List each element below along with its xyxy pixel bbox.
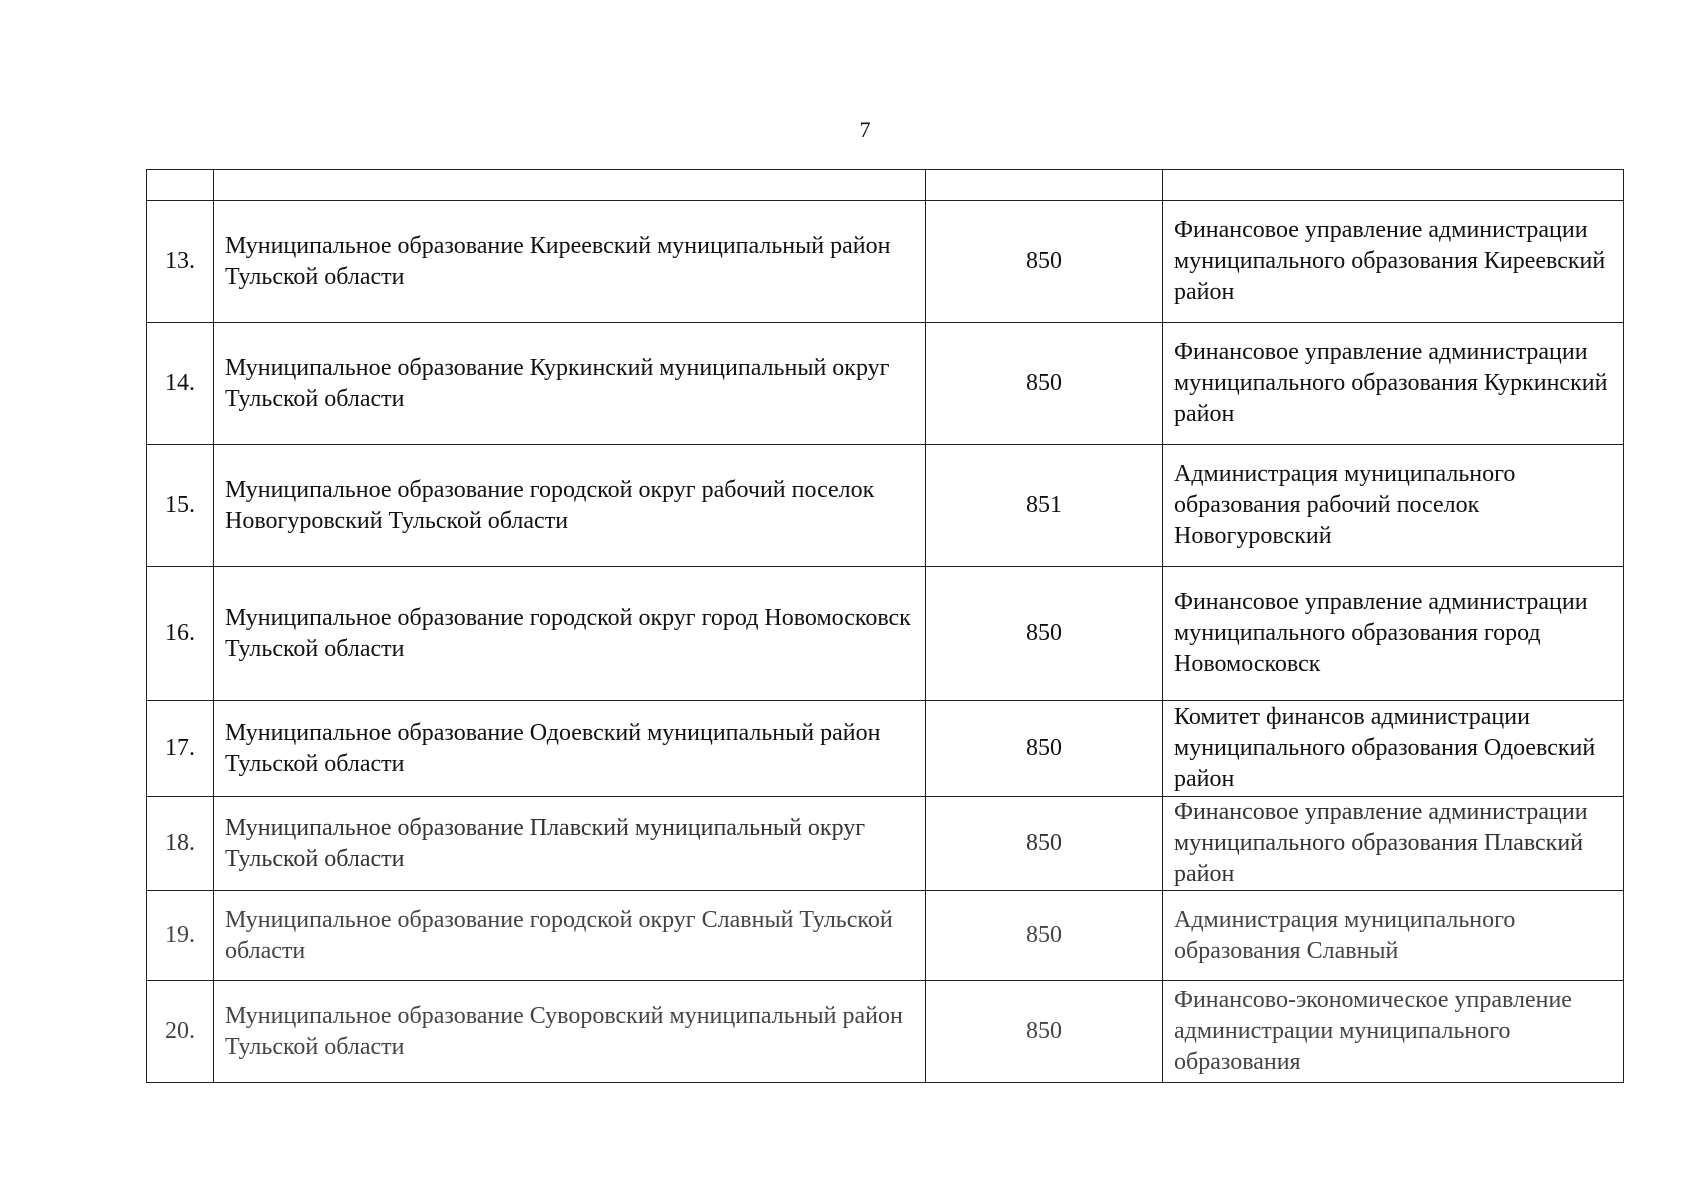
- organization-cell: Финансовое управление администрации муниципального образования Киреевский район: [1163, 201, 1624, 323]
- code-cell: 850: [926, 701, 1163, 797]
- municipality-name: Муниципальное образование Суворовский муниципальный район Тульской области: [214, 981, 926, 1083]
- municipality-name: Муниципальное образование Куркинский муниципальный округ Тульской области: [214, 323, 926, 445]
- row-number: 19.: [147, 891, 214, 981]
- row-number: 13.: [147, 201, 214, 323]
- municipality-name: Муниципальное образование Киреевский муниципальный район Тульской области: [214, 201, 926, 323]
- table-row: [147, 891, 1624, 981]
- code-cell: 850: [926, 981, 1163, 1083]
- code-cell: 850: [926, 323, 1163, 445]
- municipality-name: Муниципальное образование городской округ рабочий поселок Новогуровский Тульской области: [214, 445, 926, 567]
- table-row: [147, 701, 1624, 797]
- organization-cell: Финансово-экономическое управление администрации муниципального образования: [1163, 981, 1624, 1083]
- row-number: 18.: [147, 797, 214, 891]
- municipality-name: Муниципальное образование городской округ Славный Тульской области: [214, 891, 926, 981]
- code-cell: 850: [926, 201, 1163, 323]
- table-row: [147, 323, 1624, 445]
- table-row: [147, 567, 1624, 701]
- row-number: 16.: [147, 567, 214, 701]
- header-cell-code: [926, 170, 1163, 201]
- organization-cell: Администрация муниципального образования Славный: [1163, 891, 1624, 981]
- row-number: 14.: [147, 323, 214, 445]
- header-cell-name: [214, 170, 926, 201]
- table-header-row: [147, 170, 1624, 201]
- code-cell: 850: [926, 797, 1163, 891]
- organization-cell: Финансовое управление администрации муниципального образования Куркинский район: [1163, 323, 1624, 445]
- organization-cell: Финансовое управление администрации муниципального образования город Новомосковск: [1163, 567, 1624, 701]
- organization-cell: Комитет финансов администрации муниципального образования Одоевский район: [1163, 701, 1624, 797]
- header-cell-num: [147, 170, 214, 201]
- table-row: [147, 797, 1624, 891]
- header-cell-org: [1163, 170, 1624, 201]
- municipal-table: [146, 169, 1624, 1083]
- code-cell: 850: [926, 891, 1163, 981]
- municipality-name: Муниципальное образование Плавский муниципальный округ Тульской области: [214, 797, 926, 891]
- row-number: 17.: [147, 701, 214, 797]
- page-number: 7: [859, 117, 871, 142]
- table-row: [147, 981, 1624, 1083]
- row-number: 20.: [147, 981, 214, 1083]
- code-cell: 851: [926, 445, 1163, 567]
- municipality-name: Муниципальное образование Одоевский муниципальный район Тульской области: [214, 701, 926, 797]
- code-cell: 850: [926, 567, 1163, 701]
- organization-cell: Финансовое управление администрации муниципального образования Плавский район: [1163, 797, 1624, 891]
- municipality-name: Муниципальное образование городской округ город Новомосковск Тульской области: [214, 567, 926, 701]
- row-number: 15.: [147, 445, 214, 567]
- table-row: [147, 445, 1624, 567]
- table-row: [147, 201, 1624, 323]
- organization-cell: Администрация муниципального образования рабочий поселок Новогуровский: [1163, 445, 1624, 567]
